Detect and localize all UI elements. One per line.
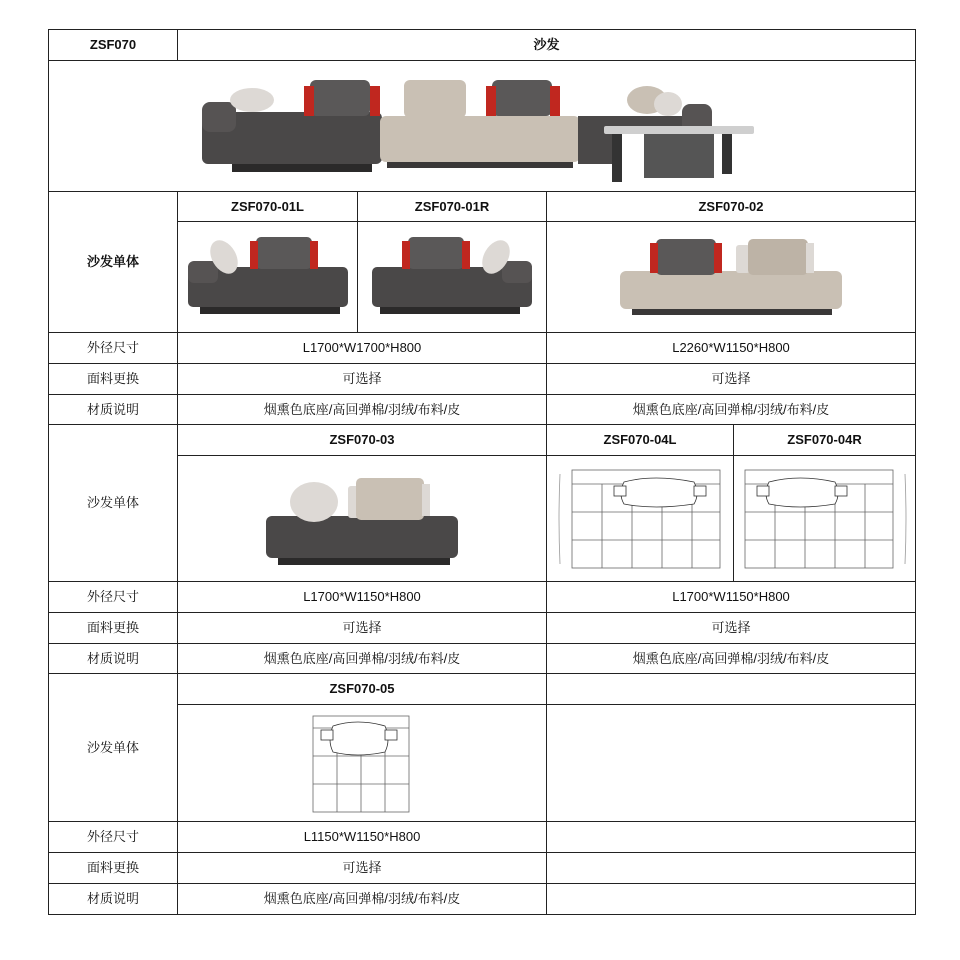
material-value: 烟熏色底座/高回弹棉/羽绒/布料/皮 — [547, 395, 916, 425]
row-label-dimensions: 外径尺寸 — [49, 333, 178, 364]
image-zsf070-02-cell — [547, 222, 916, 333]
row-label-dimensions: 外径尺寸 — [49, 822, 178, 853]
dimensions-value: L1700*W1700*H800 — [178, 333, 547, 364]
sectional-sofa-image — [192, 64, 772, 188]
dimensions-value: L1700*W1150*H800 — [547, 582, 916, 613]
dimensions-value: L1700*W1150*H800 — [178, 582, 547, 613]
row-label-fabric: 面料更换 — [49, 364, 178, 395]
row-label-dimensions: 外径尺寸 — [49, 582, 178, 613]
empty-cell — [547, 884, 916, 915]
fabric-value: 可选择 — [547, 364, 916, 395]
material-value: 烟熏色底座/高回弹棉/羽绒/布料/皮 — [547, 644, 916, 674]
sofa-01l-image — [184, 227, 352, 327]
model-zsf070-04r: ZSF070-04R — [734, 425, 916, 456]
row-label-fabric: 面料更换 — [49, 853, 178, 884]
sofa-04r-drawing — [739, 464, 911, 574]
material-value: 烟熏色底座/高回弹棉/羽绒/布料/皮 — [178, 884, 547, 915]
empty-cell — [547, 853, 916, 884]
model-code: ZSF070 — [49, 30, 178, 61]
model-zsf070-01l: ZSF070-01L — [178, 192, 358, 222]
dimensions-value: L1150*W1150*H800 — [178, 822, 547, 853]
row-label-material: 材质说明 — [49, 644, 178, 674]
model-zsf070-05: ZSF070-05 — [178, 674, 547, 705]
image-zsf070-04r-cell — [734, 456, 916, 582]
empty-cell — [547, 822, 916, 853]
model-zsf070-03: ZSF070-03 — [178, 425, 547, 456]
sofa-01r-image — [368, 227, 536, 327]
model-zsf070-02: ZSF070-02 — [547, 192, 916, 222]
material-value: 烟熏色底座/高回弹棉/羽绒/布料/皮 — [178, 395, 547, 425]
material-value: 烟熏色底座/高回弹棉/羽绒/布料/皮 — [178, 644, 547, 674]
row-label-material: 材质说明 — [49, 395, 178, 425]
section3-row-label: 沙发单体 — [49, 674, 178, 822]
spec-table — [48, 29, 916, 915]
section2-row-label: 沙发单体 — [49, 425, 178, 582]
image-zsf070-01l-cell — [178, 222, 358, 333]
fabric-value: 可选择 — [547, 613, 916, 644]
product-title: 沙发 — [178, 30, 916, 61]
sofa-04l-drawing — [554, 464, 726, 574]
empty-cell — [547, 705, 916, 822]
image-zsf070-04l-cell — [547, 456, 734, 582]
fabric-value: 可选择 — [178, 613, 547, 644]
row-label-material: 材质说明 — [49, 884, 178, 915]
model-zsf070-01r: ZSF070-01R — [358, 192, 547, 222]
empty-cell — [547, 674, 916, 705]
fabric-value: 可选择 — [178, 364, 547, 395]
section1-row-label: 沙发单体 — [49, 192, 178, 333]
hero-image-cell — [49, 61, 916, 192]
image-zsf070-03-cell — [178, 456, 547, 582]
sofa-02-image — [616, 227, 846, 327]
sofa-05-drawing — [307, 710, 417, 816]
fabric-value: 可选择 — [178, 853, 547, 884]
dimensions-value: L2260*W1150*H800 — [547, 333, 916, 364]
sofa-03-image — [262, 464, 462, 574]
image-zsf070-05-cell — [178, 705, 547, 822]
image-zsf070-01r-cell — [358, 222, 547, 333]
model-zsf070-04l: ZSF070-04L — [547, 425, 734, 456]
row-label-fabric: 面料更换 — [49, 613, 178, 644]
